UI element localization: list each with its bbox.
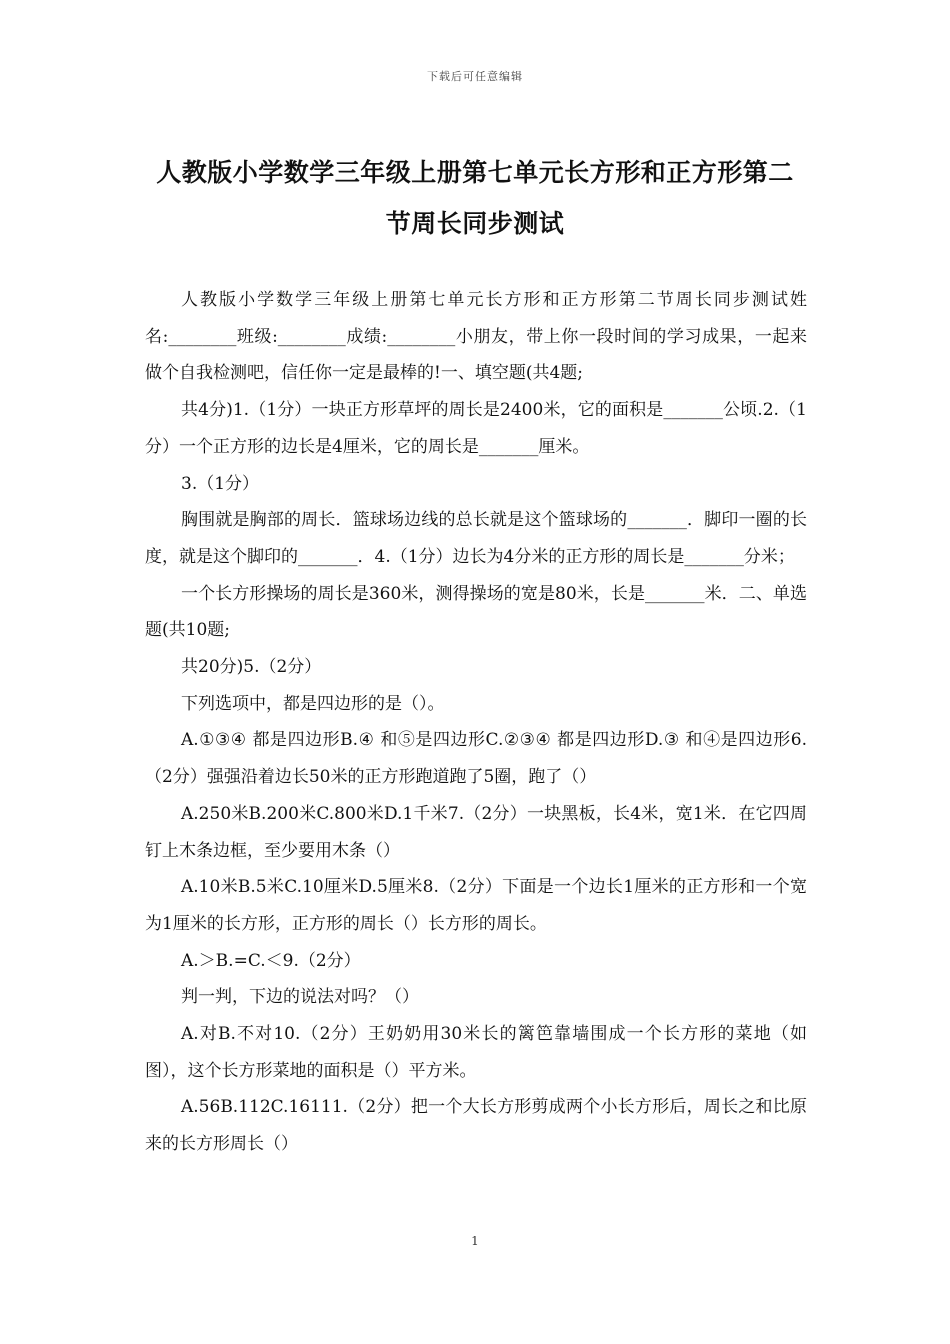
document-body xyxy=(145,282,807,1163)
paragraph: 一个长方形操场的周长是360米，测得操场的宽是80米，长是_______米．二、单选题(共10题; xyxy=(145,583,807,641)
paragraph: A.＞B.=C.＜9.（2分） xyxy=(181,950,361,971)
document-title-line-2: 节周长同步测试 xyxy=(385,209,565,238)
paragraph: A.①③④ 都是四边形B.④ 和⑤是四边形C.②③④ 都是四边形D.③ 和④是四边形6.（2分）强强沿着边长50米的正方形跑道跑了5圈，跑了（） xyxy=(145,730,807,788)
paragraph: A.对B.不对10.（2分）王奶奶用30米长的篱笆靠墙围成一个长方形的菜地（如图），这个长方形菜地的面积是（）平方米。 xyxy=(145,1024,807,1081)
paragraph: 下列选项中，都是四边形的是（）。 xyxy=(181,693,445,714)
paragraph: 共4分)1.（1分）一块正方形草坪的周长是2400米，它的面积是_______公顷.2.（1分）一个正方形的边长是4厘米，它的周长是_______厘米。 xyxy=(145,400,807,457)
paragraph: 3.（1分） xyxy=(181,473,260,494)
paragraph: 判一判，下边的说法对吗？（） xyxy=(181,987,419,1008)
document-title-line-1: 人教版小学数学三年级上册第七单元长方形和正方形第二 xyxy=(156,158,794,187)
paragraph: A.10米B.5米C.10厘米D.5厘米8.（2分）下面是一个边长1厘米的正方形和一个宽为1厘米的长方形，正方形的周长（）长方形的周长。 xyxy=(145,877,807,934)
paragraph: 胸围就是胸部的周长．篮球场边线的总长就是这个篮球场的_______．脚印一圈的长度，就是这个脚印的_______．4.（1分）边长为4分米的正方形的周长是_______分米； xyxy=(145,510,807,567)
header-note: 下载后可任意编辑 xyxy=(427,70,523,83)
paragraph: 共20分)5.（2分） xyxy=(181,657,322,678)
paragraph: A.250米B.200米C.800米D.1千米7.（2分）一块黑板，长4米，宽1米．在它四周钉上木条边框，至少要用木条（） xyxy=(145,803,807,861)
paragraph: 人教版小学数学三年级上册第七单元长方形和正方形第二节周长同步测试姓名:________班级:________成绩:________小朋友，带上你一段时间的学习成果，一起来做个自我检测吧，信任你一定是最棒的!一、填空题(共4题; xyxy=(145,290,807,384)
page-number: 1 xyxy=(471,1234,479,1248)
paragraph: A.56B.112C.16111.（2分）把一个大长方形剪成两个小长方形后，周长之和比原来的长方形周长（） xyxy=(145,1097,807,1155)
